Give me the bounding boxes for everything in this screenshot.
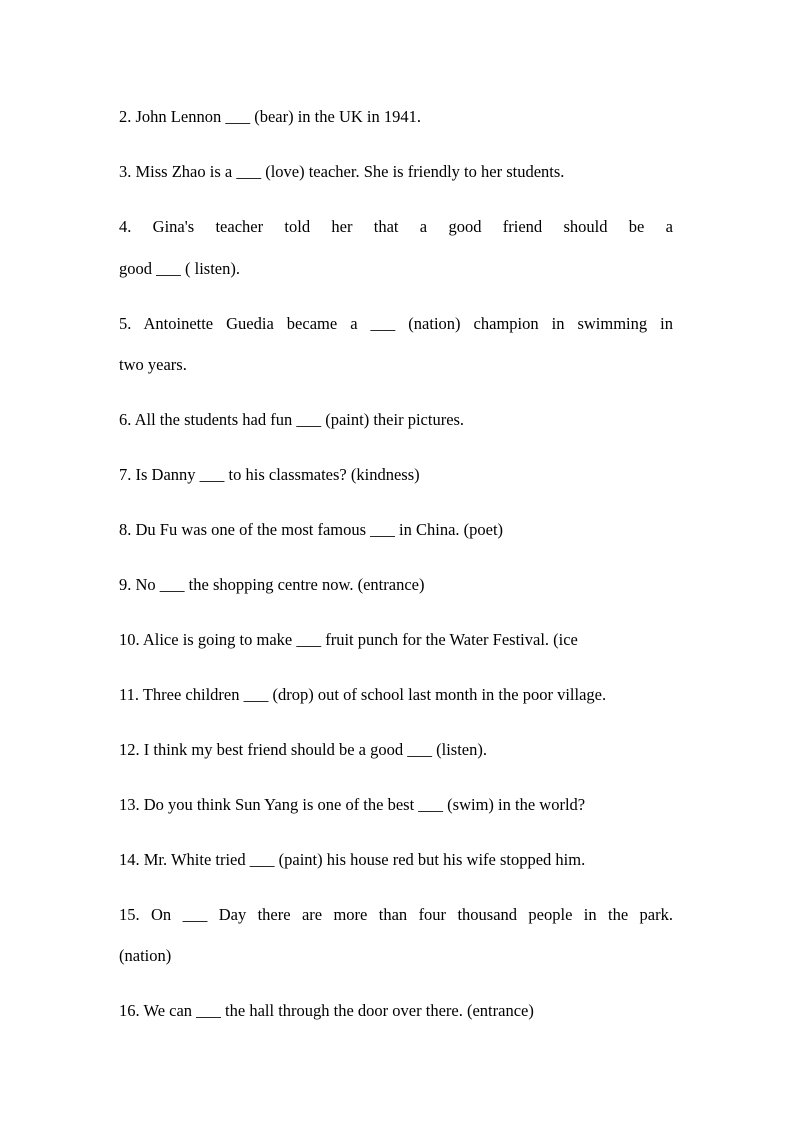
- question-5-line-1: 5. Antoinette Guedia became a ___ (nation) champion in swimming in: [119, 314, 673, 333]
- question-7: 7. Is Danny ___ to his classmates? (kindness): [119, 465, 420, 484]
- question-2: 2. John Lennon ___ (bear) in the UK in 1941.: [119, 107, 421, 126]
- question-11: 11. Three children ___ (drop) out of school last month in the poor village.: [119, 685, 607, 704]
- question-3: 3. Miss Zhao is a ___ (love) teacher. She is friendly to her students.: [119, 162, 565, 181]
- question-12: 12. I think my best friend should be a good ___ (listen).: [119, 740, 487, 759]
- question-14: 14. Mr. White tried ___ (paint) his house red but his wife stopped him.: [119, 850, 586, 869]
- question-4-line-1: 4. Gina's teacher told her that a good friend should be a: [119, 217, 673, 236]
- question-10: 10. Alice is going to make ___ fruit punch for the Water Festival. (ice: [119, 630, 578, 649]
- question-6: 6. All the students had fun ___ (paint) their pictures.: [119, 410, 465, 429]
- question-8: 8. Du Fu was one of the most famous ___ in China. (poet): [119, 520, 504, 539]
- question-5-line-2: two years.: [119, 355, 187, 374]
- question-16: 16. We can ___ the hall through the door over there. (entrance): [119, 1001, 534, 1020]
- question-4-line-2: good ___ ( listen).: [119, 259, 240, 278]
- question-15-line-1: 15. On ___ Day there are more than four thousand people in the park.: [119, 905, 673, 924]
- question-15-line-2: (nation): [119, 946, 172, 965]
- question-13: 13. Do you think Sun Yang is one of the best ___ (swim) in the world?: [119, 795, 586, 814]
- question-9: 9. No ___ the shopping centre now. (entrance): [119, 575, 425, 594]
